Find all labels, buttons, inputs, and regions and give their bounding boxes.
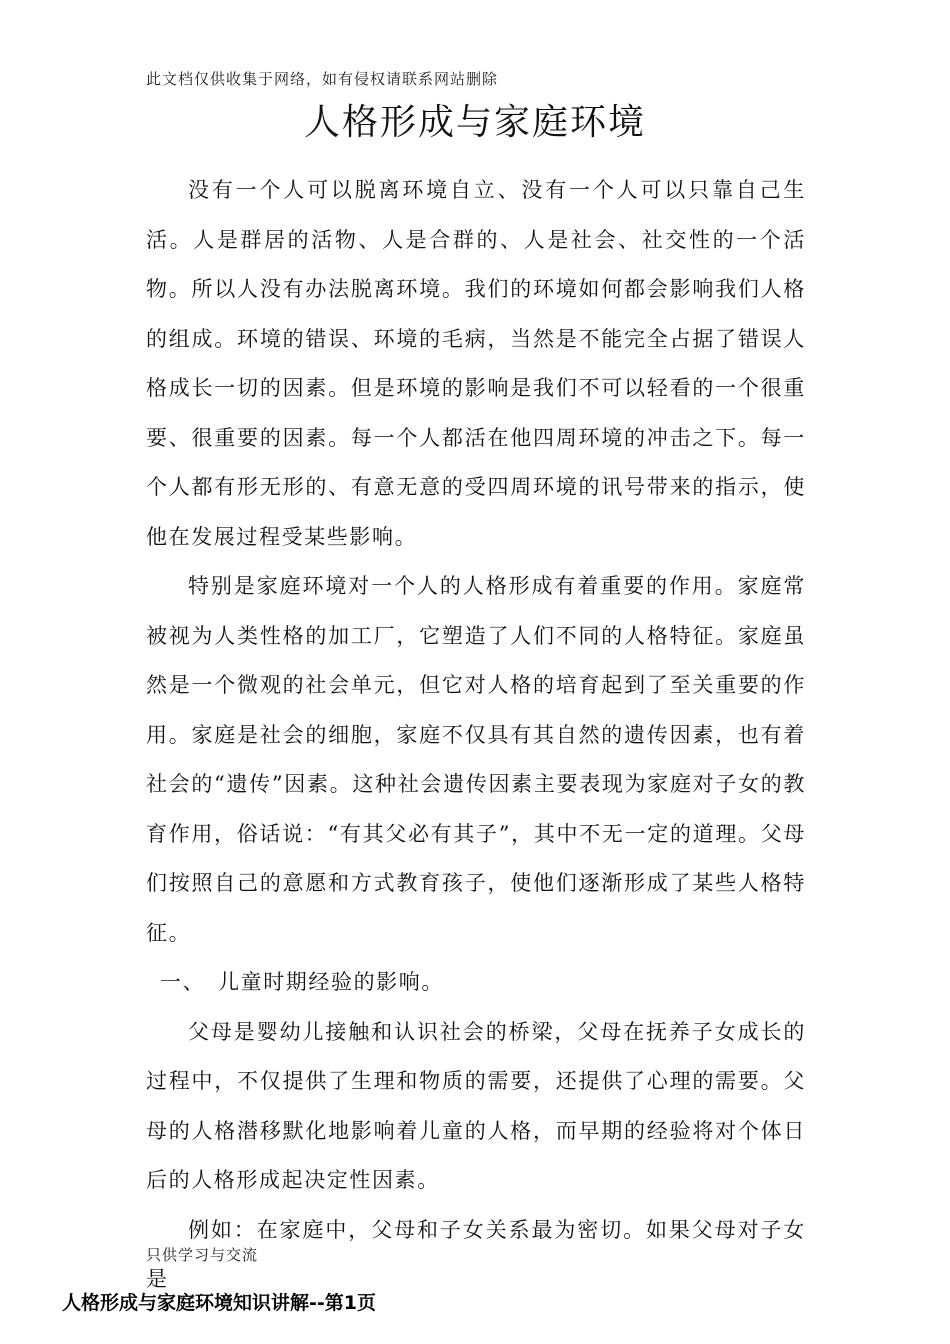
section-heading [146,958,806,1008]
paragraph-4: 例如：在家庭中，父母和子女关系最为密切。如果父母对子女是 [146,1217,806,1291]
paragraph-2: 特别是家庭环境对一个人的人格形成有着重要的作用。家庭常被视为人类性格的加工厂，它塑造了人们不同的人格特征。家庭虽然是一个微观的社会单元，但它对人格的培育起到了至关重要的作用。家庭是社会的细胞，家庭不仅具有其自然的遗传因素，也有着社会的“遗传”因素。这种社会遗传因素主要表现为家庭对子女的教育作用，俗话说：“有其父必有其子”，其中不无一定的道理。父母们按照自己的意愿和方式教育孩子，使他们逐渐形成了某些人格特征。 [146,574,806,945]
section-heading-text: 儿童时期经验的影响。 [218,970,444,994]
section-heading-number: 一、 [160,970,206,994]
footer-note: 只供学习与交流 [146,1246,259,1264]
paragraph-3: 父母是婴幼儿接触和认识社会的桥梁，父母在抚养子女成长的过程中，不仅提供了生理和物质的需要，还提供了心理的需要。父母的人格潜移默化地影响着儿童的人格，而早期的经验将对个体日后的人格形成起决定性因素。 [146,1019,806,1192]
header-note: 此文档仅供收集于网络，如有侵权请联系网站删除 [146,70,499,88]
paragraph-1: 没有一个人可以脱离环境自立、没有一个人可以只靠自己生活。人是群居的活物、人是合群的、人是社会、社交性的一个活物。所以人没有办法脱离环境。我们的环境如何都会影响我们人格的组成。环境的错误、环境的毛病，当然是不能完全占据了错误人格成长一切的因素。但是环境的影响是我们不可以轻看的一个很重要、很重要的因素。每一个人都活在他四周环境的冲击之下。每一个人都有形无形的、有意无意的受四周环境的讯号带来的指示，使他在发展过程受某些影响。 [146,178,806,549]
page-footer: 人格形成与家庭环境知识讲解--第1页 [62,1292,376,1314]
document-title: 人格形成与家庭环境 [303,102,646,143]
document-body [146,166,806,1305]
